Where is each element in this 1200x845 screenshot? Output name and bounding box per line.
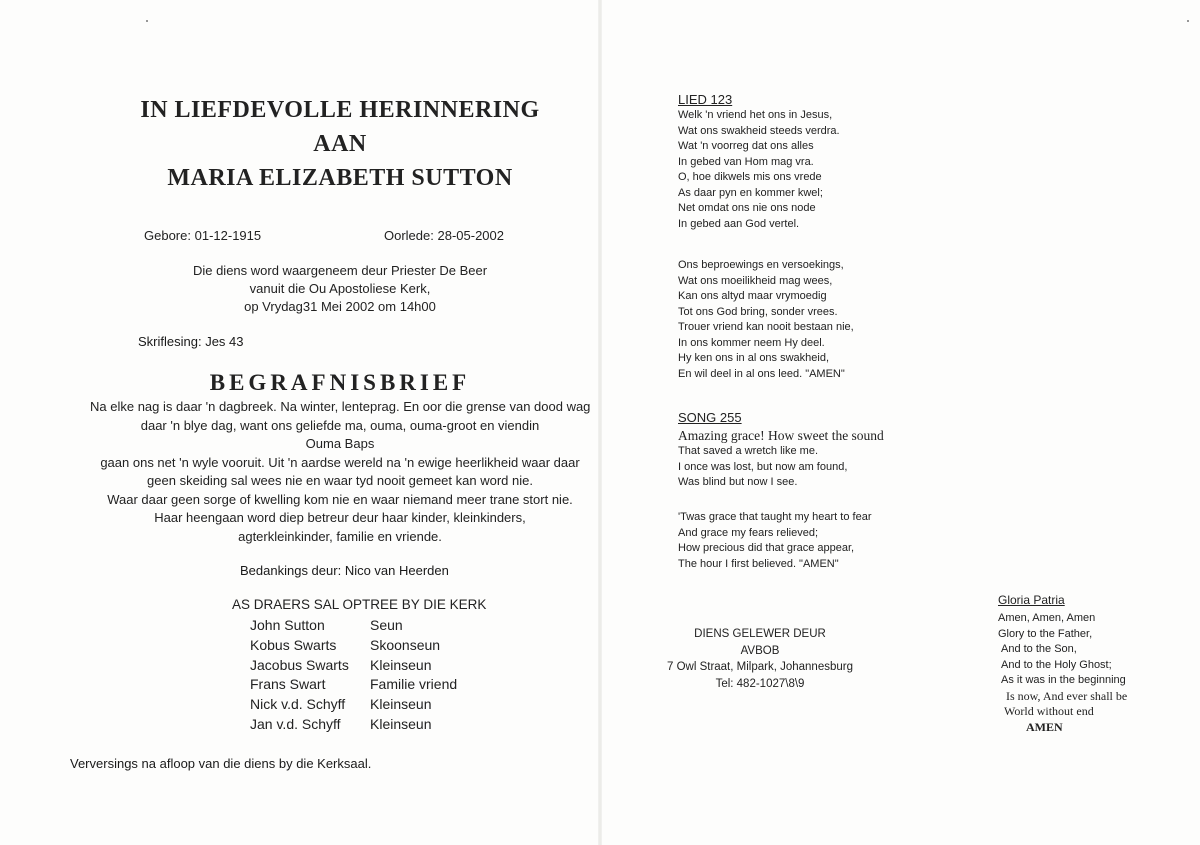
bearer-role: Kleinseun [370,656,432,673]
gloria-line: Amen, Amen, Amen [998,612,1096,624]
gloria-line: And to the Son, [1001,643,1077,655]
letter-line: Na elke nag is daar 'n dagbreek. Na winter, lenteprag. En oor die grense van dood wag [90,399,591,414]
reading-value: Jes 43 [205,334,244,349]
song-line: Amazing grace! How sweet the sound [678,428,884,443]
bearer-role: Seun [370,617,403,633]
died-label: Oorlede: [384,228,434,243]
song-line: I once was lost, but now am found, [678,460,848,473]
born-info [144,228,261,243]
service-line: op Vrydag31 Mei 2002 om 14h00 [244,299,436,314]
hymn-line: Ons beproewings en versoekings, [678,259,844,271]
provider-line: Tel: 482-1027\8\9 [715,677,805,690]
hymn-line: Wat ons moeilikheid mag wees, [678,274,833,287]
hymn-line: Hy ken ons in al ons swakheid, [678,352,830,364]
service-line: Die diens word waargeneem deur Priester De Beer [192,263,488,278]
gloria-line: Is now, And ever shall be [1006,688,1128,703]
hymn-line: En wil deel in al ons leed. "AMEN" [678,367,845,380]
thanks-line [240,563,449,578]
bearer-name: Kobus Swarts [250,636,337,653]
song-verse-1 [678,427,884,491]
letter-line: Ouma Baps [305,436,375,451]
reading-label: Skriflesing: [138,334,202,349]
song-title: SONG 255 [678,410,742,425]
service-details [140,262,540,316]
song-verse-2 [678,510,871,572]
bearer-name: Frans Swart [250,676,326,693]
died-date: 28-05-2002 [437,228,504,243]
bearer-row [250,715,510,735]
hymn-line: In gebed aan God vertel. [678,217,800,230]
hymn-line: Tot ons God bring, sonder vrees. [678,305,838,318]
hymn-line: Wat ons swakheid steeds verdra. [678,124,840,137]
thanks-value: Nico van Heerden [344,563,449,578]
letter-line: Waar daar geen sorge of kwelling kom nie en waar niemand meer trane stort nie. [107,491,573,507]
bearer-name: Jacobus Swarts [250,656,349,673]
hymn-line: O, hoe dikwels mis ons vrede [678,171,822,183]
song-line: That saved a wretch like me. [678,445,819,457]
provider-line: AVBOB [740,644,780,657]
song-line: How precious did that grace appear, [678,542,855,554]
born-label: Gebore: [144,228,191,243]
song-line: Was blind but now I see. [678,476,798,488]
bearer-role: Familie vriend [370,676,458,693]
song-line: 'Twas grace that taught my heart to fear [678,511,872,523]
bearer-role: Skoonseun [370,636,441,653]
hymn-line: As daar pyn en kommer kwel; [678,186,823,199]
bearer-row [250,636,510,656]
title-line: AAN [313,131,367,157]
scripture-reading [138,334,244,349]
letter-line: agterkleinkinder, familie en vriende. [238,528,442,544]
gloria-line: As it was in the beginning [1001,674,1126,686]
thanks-label: Bedankings deur: [240,563,342,578]
letter-line: daar 'n blye dag, want ons geliefde ma, ouma, ouma-groot en viendin [140,417,540,433]
bearers-list [250,616,510,735]
hymn-verse-2 [678,258,854,382]
letter-line: geen skeiding sal wees nie en waar tyd nooit gemeet kan word nie. [147,473,533,488]
letter-heading: BEGRAFNISBRIEF [209,370,471,395]
letter-line: gaan ons net 'n wyle vooruit. Uit 'n aardse wereld na 'n ewige heerlikheid waar daar [100,454,580,470]
title-line: IN LIEFDEVOLLE HERINNERING [140,97,540,123]
letter-body [90,398,590,546]
gloria-line: Glory to the Father, [998,627,1093,640]
gloria-line: And to the Holy Ghost; [1001,658,1112,671]
bearer-name: Jan v.d. Schyff [250,715,341,732]
hymn-line: Wat 'n voorreg dat ons alles [678,140,814,152]
gloria-amen: AMEN [1026,719,1063,734]
provider-line: 7 Owl Straat, Milpark, Johannesburg [666,661,853,673]
service-line: vanuit die Ou Apostoliese Kerk, [249,281,431,296]
song-line: And grace my fears relieved; [678,526,819,539]
bearer-name: John Sutton [250,617,325,633]
bearers-heading: AS DRAERS SAL OPTREE BY DIE KERK [232,597,487,612]
hymn-line: In ons kommer neem Hy deel. [678,336,825,349]
bearer-row [250,695,510,715]
gloria-title: Gloria Patria [998,593,1065,607]
memorial-title [110,93,570,195]
hymn-line: Kan ons altyd maar vrymoedig [678,290,827,302]
hymn-line: Trouer vriend kan nooit bestaan nie, [678,321,854,333]
hymn-verse-1 [678,108,840,232]
hymn-line: Welk 'n vriend het ons in Jesus, [678,109,833,121]
hymn-line: In gebed van Hom mag vra. [678,155,814,168]
bearer-row [250,656,510,676]
gloria-verse [998,611,1127,735]
letter-line: Haar heengaan word diep betreur deur haar kinder, kleinkinders, [154,510,526,525]
bearer-name: Nick v.d. Schyff [250,696,346,713]
bearer-row [250,675,510,695]
gloria-line: World without end [1004,704,1094,718]
title-line: MARIA ELIZABETH SUTTON [167,165,513,191]
song-line: The hour I first believed. "AMEN" [678,557,839,570]
hymn-line: Net omdat ons nie ons node [678,202,816,214]
provider-line: DIENS GELEWER DEUR [694,628,826,640]
bearer-role: Kleinseun [370,696,432,713]
paper-speck [1187,20,1189,22]
service-provider [660,626,860,692]
refreshments-note: Verversings na afloop van die diens by die Kerksaal. [70,756,372,771]
bearer-row [250,616,510,636]
born-date: 01-12-1915 [194,228,262,243]
died-info [384,228,504,243]
bearer-role: Kleinseun [370,715,432,732]
hymn-title: LIED 123 [678,92,733,107]
paper-speck [146,20,148,22]
